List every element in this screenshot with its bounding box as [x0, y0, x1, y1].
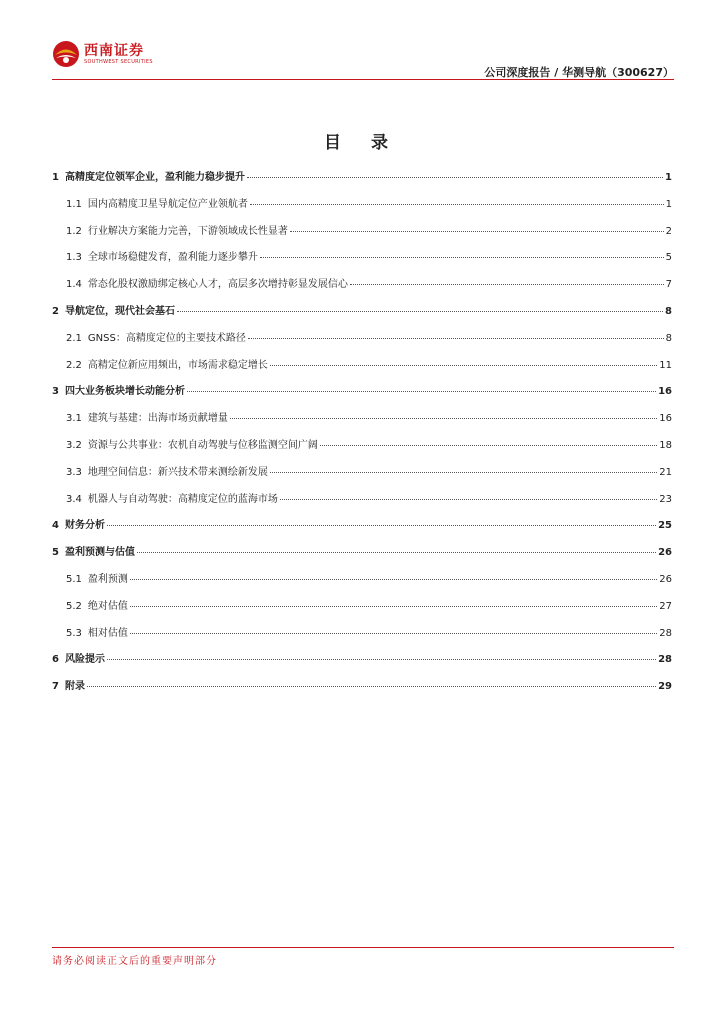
toc-dot-leader [350, 284, 664, 285]
toc-dot-leader [270, 472, 657, 473]
footer-divider [52, 947, 674, 948]
toc-entry-title[interactable]: 盈利预测 [87, 573, 128, 585]
toc-entry-number: 4 [52, 520, 59, 532]
toc-subsection-entry[interactable] [52, 463, 672, 490]
toc-dot-leader [130, 606, 657, 607]
toc-entry-number: 1 [52, 172, 59, 183]
toc-subsection-entry[interactable] [52, 409, 672, 436]
toc-entry-page-number[interactable]: 27 [659, 600, 672, 612]
toc-entry-page-number[interactable]: 21 [659, 466, 672, 478]
toc-entry-page-number[interactable]: 2 [665, 225, 672, 237]
toc-entry-title[interactable]: 行业解决方案能力完善，下游领域成长性显著 [87, 225, 288, 237]
toc-entry-title[interactable]: 建筑与基建：出海市场贡献增量 [87, 413, 228, 425]
report-title: 公司深度报告 / 华测导航（300627） [484, 66, 674, 79]
toc-section-entry[interactable] [52, 677, 672, 704]
toc-entry-title[interactable]: 导航定位，现代社会基石 [64, 305, 175, 317]
toc-dot-leader [87, 686, 656, 687]
toc-entry-number: 3.3 [66, 466, 82, 478]
toc-dot-leader [320, 445, 657, 446]
logo-english-name: SOUTHWEST SECURITIES [84, 58, 153, 65]
toc-subsection-entry[interactable] [52, 597, 672, 624]
toc-entry-title[interactable]: GNSS：高精度定位的主要技术路径 [87, 332, 246, 344]
toc-entry-page-number[interactable]: 16 [658, 386, 672, 398]
toc-entry-title[interactable]: 相对估值 [87, 627, 128, 639]
toc-entry-title[interactable]: 国内高精度卫星导航定位产业领航者 [87, 198, 248, 210]
toc-section-entry[interactable] [52, 302, 672, 329]
toc-subsection-entry[interactable] [52, 195, 672, 222]
toc-entry-number: 5.3 [66, 627, 82, 639]
toc-entry-title[interactable]: 地理空间信息：新兴技术带来测绘新发展 [87, 466, 268, 478]
toc-entry-page-number[interactable]: 11 [659, 359, 672, 371]
toc-entry-number: 1.1 [66, 198, 82, 210]
toc-dot-leader [248, 338, 664, 339]
toc-heading: 目 录 [324, 133, 400, 153]
toc-dot-leader [247, 177, 663, 178]
toc-dot-leader [107, 659, 656, 660]
toc-dot-leader [290, 231, 664, 232]
toc-subsection-entry[interactable] [52, 222, 672, 249]
page-header [52, 40, 674, 80]
toc-subsection-entry[interactable] [52, 624, 672, 651]
toc-entry-number: 5.1 [66, 573, 82, 585]
toc-entry-page-number[interactable]: 18 [659, 439, 672, 451]
toc-section-entry[interactable] [52, 168, 672, 195]
toc-entry-page-number[interactable]: 26 [658, 547, 672, 559]
toc-dot-leader [250, 204, 664, 205]
toc-entry-number: 6 [52, 654, 59, 666]
toc-entry-title[interactable]: 盈利预测与估值 [64, 547, 135, 559]
toc-subsection-entry[interactable] [52, 275, 672, 302]
toc-subsection-entry[interactable] [52, 490, 672, 517]
toc-entry-title[interactable]: 附录 [64, 681, 85, 693]
toc-entry-page-number[interactable]: 16 [659, 413, 672, 425]
toc-entry-title[interactable]: 常态化股权激励绑定核心人才，高层多次增持彰显发展信心 [87, 279, 348, 291]
toc-entry-number: 1.4 [66, 279, 82, 291]
toc-dot-leader [177, 311, 663, 312]
table-of-contents [52, 168, 672, 704]
toc-entry-page-number[interactable]: 28 [659, 627, 672, 639]
toc-entry-title[interactable]: 高精定位新应用频出，市场需求稳定增长 [87, 359, 268, 371]
footer-disclaimer: 请务必阅读正文后的重要声明部分 [52, 956, 217, 967]
toc-entry-number: 1.3 [66, 252, 82, 264]
toc-entry-page-number[interactable]: 26 [659, 573, 672, 585]
toc-entry-page-number[interactable]: 7 [665, 279, 672, 291]
header-divider [52, 79, 674, 80]
toc-entry-title[interactable]: 风险提示 [64, 654, 105, 666]
southwest-securities-logo-icon [52, 40, 80, 68]
toc-entry-number: 5.2 [66, 600, 82, 612]
toc-entry-number: 1.2 [66, 225, 82, 237]
toc-entry-title[interactable]: 资源与公共事业：农机自动驾驶与位移监测空间广阔 [87, 439, 318, 451]
toc-entry-number: 3.1 [66, 413, 82, 425]
toc-entry-title[interactable]: 财务分析 [64, 520, 105, 532]
toc-entry-number: 2 [52, 305, 59, 317]
toc-entry-title[interactable]: 绝对估值 [87, 600, 128, 612]
toc-entry-number: 2.2 [66, 359, 82, 371]
toc-dot-leader [130, 579, 657, 580]
toc-dot-leader [280, 499, 657, 500]
toc-entry-number: 7 [52, 681, 59, 693]
toc-entry-page-number[interactable]: 29 [658, 681, 672, 693]
toc-section-entry[interactable] [52, 516, 672, 543]
toc-entry-page-number[interactable]: 1 [665, 172, 672, 183]
toc-entry-page-number[interactable]: 5 [665, 252, 672, 264]
toc-entry-page-number[interactable]: 8 [665, 305, 672, 317]
toc-dot-leader [260, 257, 664, 258]
toc-subsection-entry[interactable] [52, 248, 672, 275]
toc-entry-page-number[interactable]: 28 [658, 654, 672, 666]
toc-entry-page-number[interactable]: 25 [658, 520, 672, 532]
toc-dot-leader [130, 633, 657, 634]
toc-entry-title[interactable]: 机器人与自动驾驶：高精度定位的蓝海市场 [87, 493, 278, 505]
toc-dot-leader [230, 418, 657, 419]
toc-entry-page-number[interactable]: 23 [659, 493, 672, 505]
toc-entry-number: 3.4 [66, 493, 82, 505]
toc-dot-leader [137, 552, 656, 553]
toc-subsection-entry[interactable] [52, 436, 672, 463]
company-logo [52, 40, 153, 68]
toc-subsection-entry[interactable] [52, 356, 672, 383]
toc-subsection-entry[interactable] [52, 329, 672, 356]
toc-entry-number: 5 [52, 547, 59, 559]
toc-entry-number: 3.2 [66, 439, 82, 451]
toc-entry-title[interactable]: 四大业务板块增长动能分析 [64, 386, 185, 398]
toc-subsection-entry[interactable] [52, 570, 672, 597]
toc-entry-title[interactable]: 高精度定位领军企业，盈利能力稳步提升 [64, 172, 245, 183]
toc-entry-number: 3 [52, 386, 59, 398]
toc-section-entry[interactable] [52, 382, 672, 409]
toc-section-entry[interactable] [52, 650, 672, 677]
toc-entry-page-number[interactable]: 8 [665, 332, 672, 344]
toc-dot-leader [107, 525, 656, 526]
toc-entry-title[interactable]: 全球市场稳健发育，盈利能力逐步攀升 [87, 252, 258, 264]
toc-section-entry[interactable] [52, 543, 672, 570]
logo-chinese-name: 西南证券 [84, 42, 144, 59]
toc-dot-leader [270, 365, 657, 366]
toc-dot-leader [187, 391, 656, 392]
toc-entry-number: 2.1 [66, 332, 82, 344]
toc-entry-page-number[interactable]: 1 [665, 198, 672, 210]
